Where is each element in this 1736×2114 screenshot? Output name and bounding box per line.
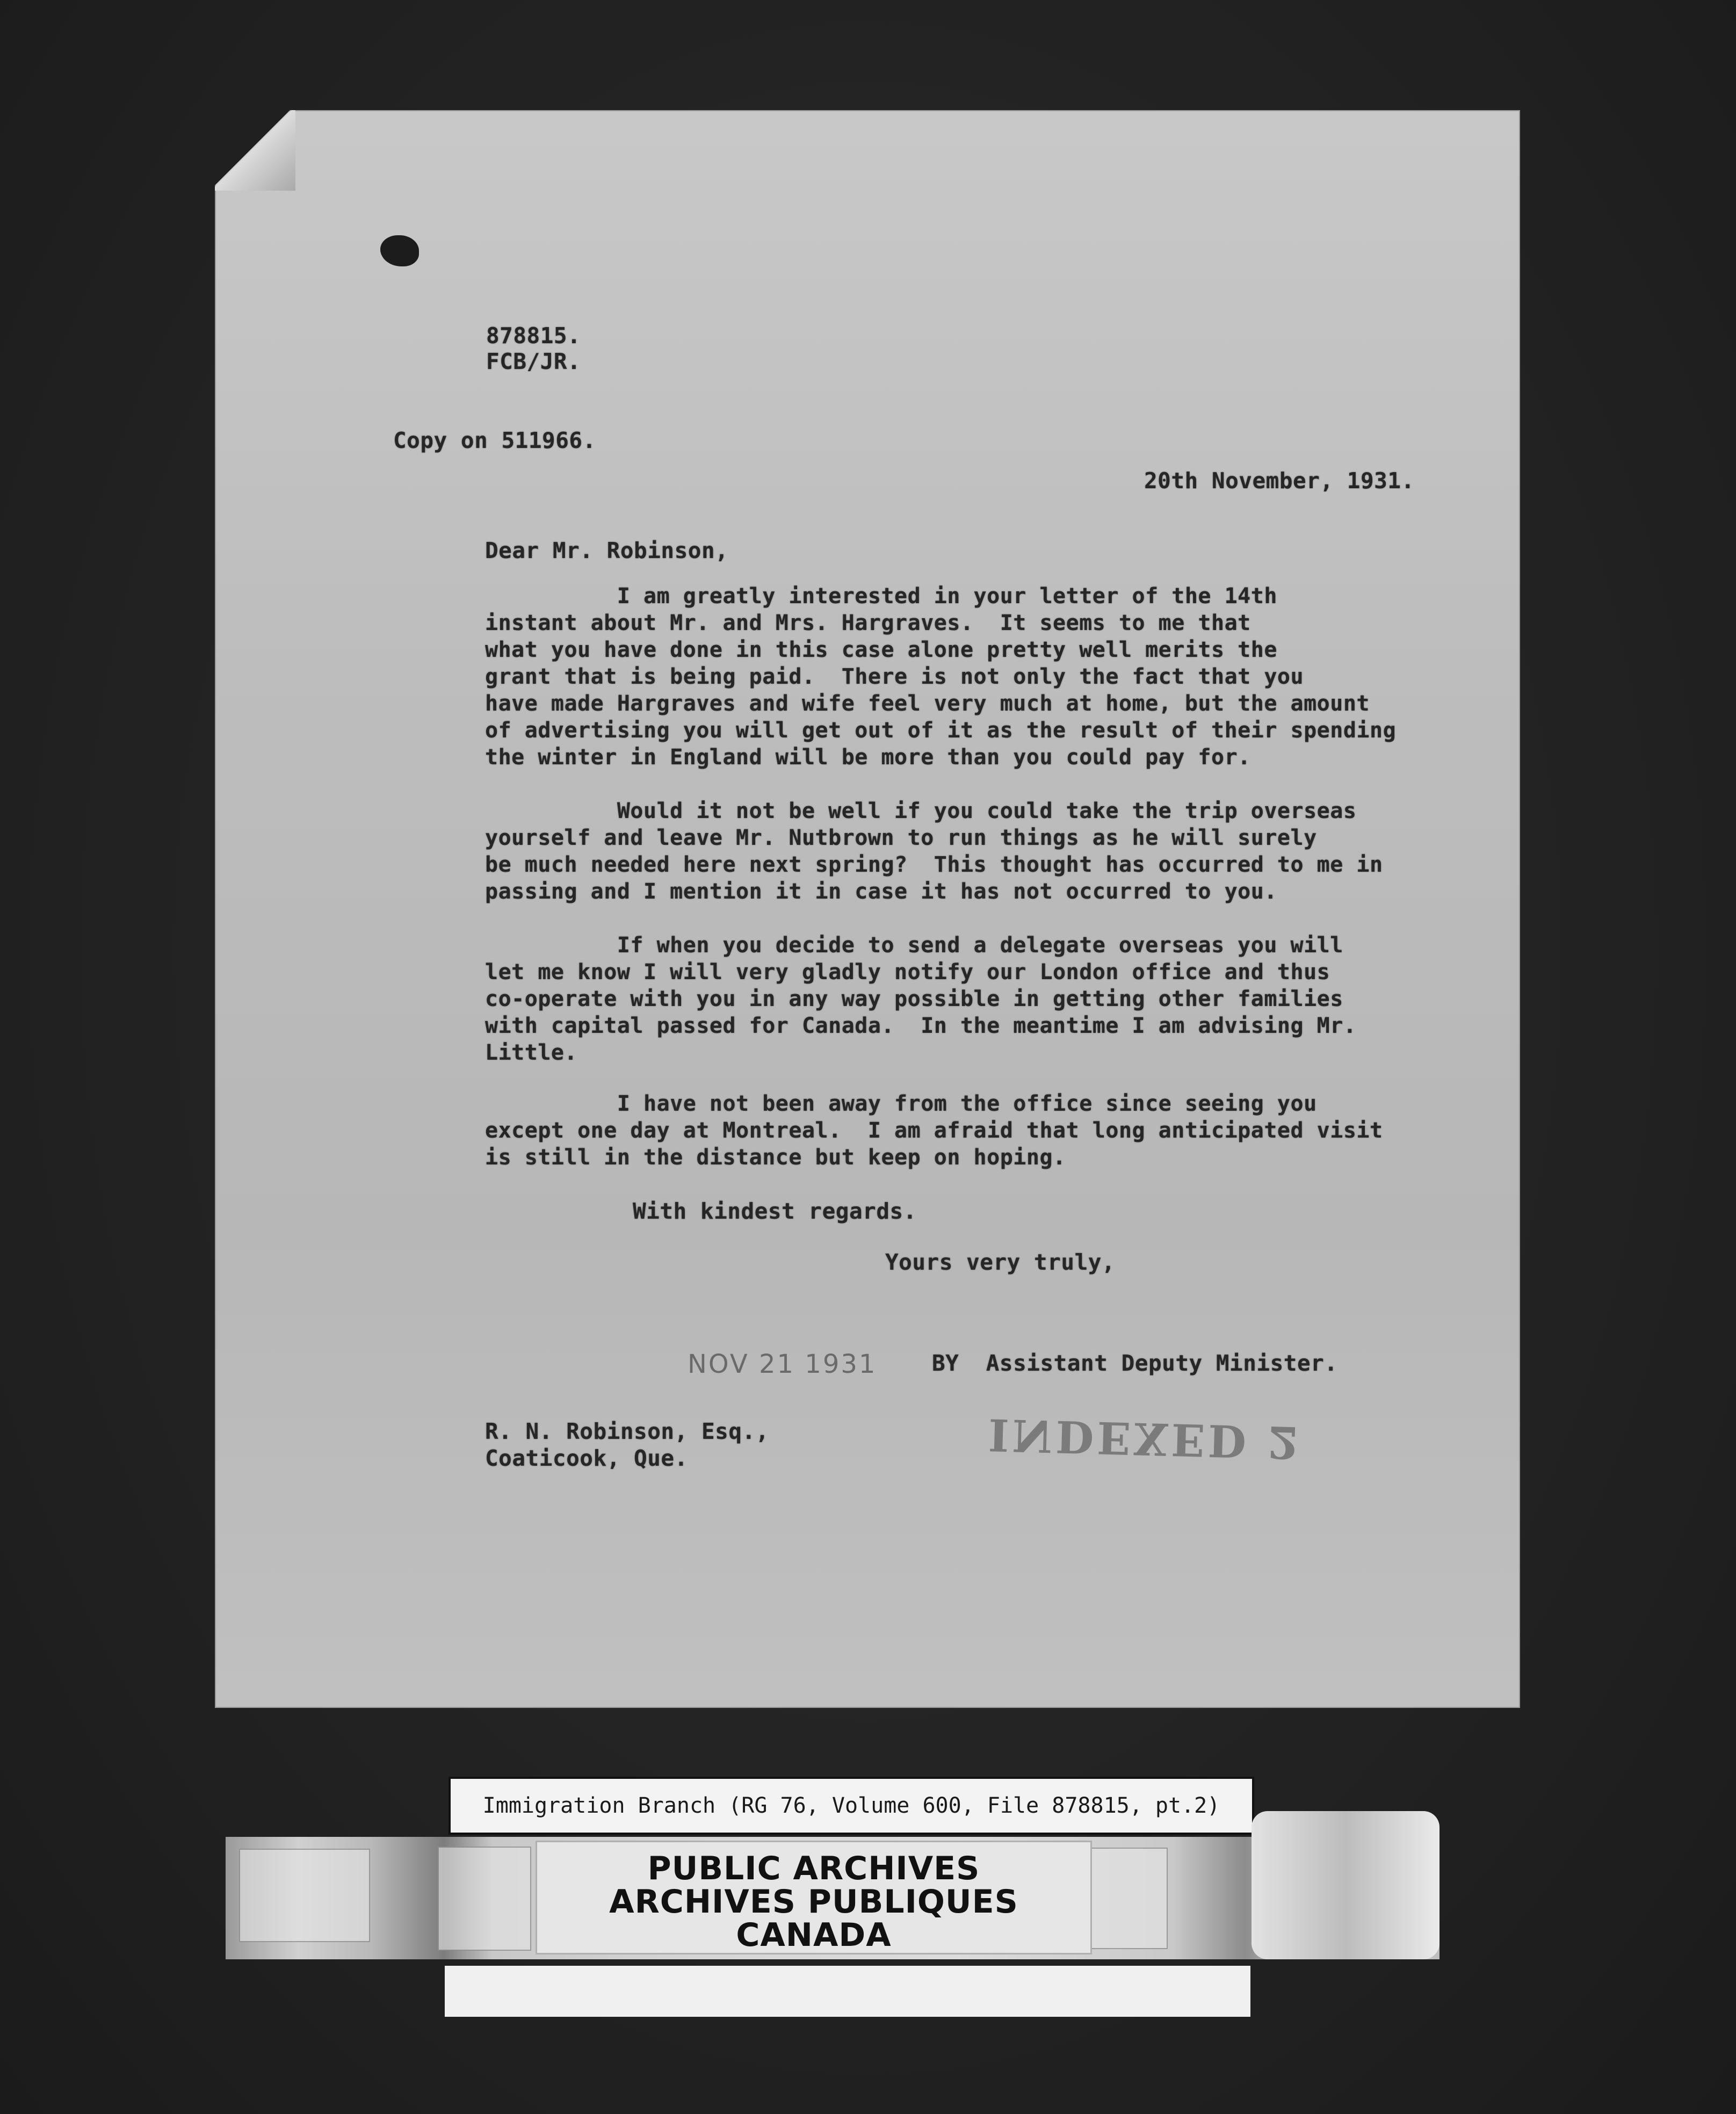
archive-reference-card — [449, 1777, 1254, 1835]
letter-page — [215, 110, 1520, 1708]
body-line: I am greatly interested in your letter of the 14th — [485, 584, 1277, 609]
page-corner-fold — [215, 110, 295, 191]
body-line: let me know I will very gladly notify our London office and thus — [485, 960, 1330, 984]
body-line: Would it not be well if you could take the trip overseas — [485, 799, 1357, 823]
body-line: of advertising you will get out of it as the result of their spending — [485, 718, 1397, 743]
valediction: Yours very truly, — [885, 1249, 1116, 1275]
indexed-stamp: INDEXED 2 — [987, 1408, 1303, 1468]
body-line: with capital passed for Canada. In the meantime I am advising Mr. — [485, 1013, 1357, 1038]
archive-line-1: PUBLIC ARCHIVES — [647, 1850, 980, 1887]
archive-line-2: ARCHIVES PUBLIQUES — [609, 1883, 1018, 1921]
body-line: instant about Mr. and Mrs. Hargraves. It seems to me that — [485, 611, 1251, 635]
strip-block — [239, 1849, 370, 1942]
letter-date: 20th November, 1931. — [1144, 468, 1415, 494]
body-line: be much needed here next spring? This thought has occurred to me in — [485, 852, 1383, 877]
body-line: is still in the distance but keep on hoping. — [485, 1145, 1066, 1170]
file-reference: 878815. — [486, 323, 581, 349]
body-line: have made Hargraves and wife feel very much at home, but the amount — [485, 691, 1370, 716]
film-end-piece — [1252, 1811, 1440, 1959]
body-line: except one day at Montreal. I am afraid that long anticipated visit — [485, 1118, 1383, 1143]
blank-label-band — [445, 1966, 1250, 2017]
body-line: yourself and leave Mr. Nutbrown to run things as he will surely — [485, 826, 1317, 850]
salutation: Dear Mr. Robinson, — [485, 538, 729, 563]
public-archives-label — [537, 1842, 1090, 1953]
closing-regards: With kindest regards. — [633, 1198, 917, 1224]
archive-reference: Immigration Branch (RG 76, Volume 600, File 878815, pt.2) — [482, 1793, 1220, 1818]
copy-note: Copy on 511966. — [393, 428, 596, 453]
recipient-place: Coaticook, Que. — [485, 1445, 688, 1471]
archive-line-3: CANADA — [736, 1916, 892, 1954]
body-line: passing and I mention it in case it has not occurred to you. — [485, 879, 1277, 904]
body-line: Little. — [485, 1040, 578, 1065]
signature-line: BY Assistant Deputy Minister. — [932, 1350, 1338, 1376]
typist-initials: FCB/JR. — [486, 349, 581, 374]
recipient-name: R. N. Robinson, Esq., — [485, 1418, 769, 1444]
body-line: co-operate with you in any way possible in getting other families — [485, 987, 1343, 1011]
strip-block — [438, 1847, 531, 1951]
body-line: what you have done in this case alone pretty well merits the — [485, 638, 1277, 662]
date-stamp: NOV 21 1931 — [688, 1349, 877, 1379]
body-line: I have not been away from the office since seeing you — [485, 1091, 1317, 1116]
body-line: If when you decide to send a delegate overseas you will — [485, 933, 1343, 958]
body-line: grant that is being paid. There is not only the fact that you — [485, 664, 1304, 689]
strip-block — [1090, 1848, 1168, 1949]
body-line: the winter in England will be more than you could pay for. — [485, 745, 1251, 770]
